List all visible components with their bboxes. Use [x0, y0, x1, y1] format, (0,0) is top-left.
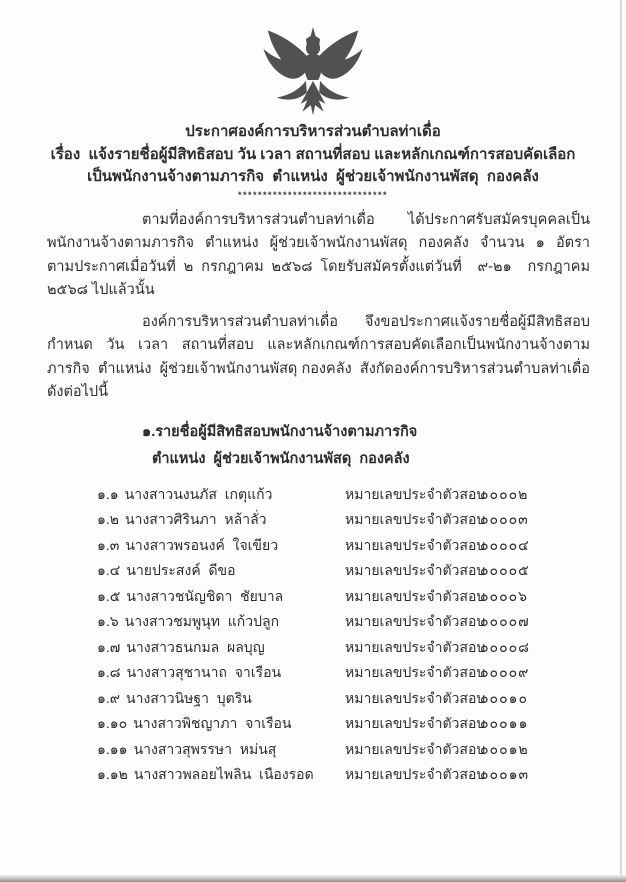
applicant-row: [47, 535, 590, 561]
applicant-number: ๑.๑๒: [97, 766, 128, 782]
exam-number-label: หมายเลขประจำตัวสอบ: [345, 613, 486, 629]
exam-number-value: ๐๐๐๐๒: [480, 485, 529, 502]
applicant-name: นางสาวพรอนงค์ ใจเขียว: [125, 536, 279, 553]
applicant-number: ๑.๑๐: [97, 715, 128, 731]
applicant-row: [47, 611, 590, 637]
applicant-number: ๑.๒: [97, 511, 120, 527]
applicant-number: ๑.๑๑: [97, 740, 128, 757]
applicant-row: [47, 637, 590, 663]
applicant-number: ๑.๙: [97, 689, 121, 706]
exam-number-label: หมายเลขประจำตัวสอบ: [345, 485, 486, 502]
applicant-row: [47, 662, 590, 688]
paragraph-announcement: องค์การบริหารส่วนตำบลท่าเดื่อ จึงขอประกาศแจ้งรายชื่อผู้มีสิทธิสอบ กำหนด วัน เวลา สถานที่สอบ และหลักเกณฑ์การสอบคัดเลือกเป็นพนักงานจ้างตามภารกิจ ตำแหน่ง ผู้ช่วยเจ้าพนักงานพัสดุ กองคลัง สังกัดองค์การบริหารส่วนตำบลท่าเดื่อ ดังต่อไปนี้: [47, 313, 599, 400]
applicant-name: นางสาวสุพรรษา หม่นสุ: [133, 740, 277, 757]
applicant-name: นางสาวศิรินภา หล้าลั่ว: [125, 511, 267, 527]
announcement-position-line: เป็นพนักงานจ้างตามภารกิจ ตำแหน่ง ผู้ช่วยเจ้าพนักงานพัสดุ กองคลัง: [87, 168, 539, 185]
applicant-row: [47, 739, 590, 765]
exam-number-label: หมายเลขประจำตัวสอบ: [345, 664, 486, 680]
exam-number-value: ๐๐๐๐๓: [480, 511, 529, 527]
applicant-row: [47, 484, 590, 510]
applicant-number: ๑.๖: [97, 613, 119, 629]
exam-number-label: หมายเลขประจำตัวสอบ: [345, 511, 486, 527]
applicant-number: ๑.๓: [97, 536, 120, 553]
applicant-number: ๑.๕: [97, 587, 121, 604]
applicant-name: นางสาวชนัญชิดา ชัยบาล: [126, 587, 284, 604]
exam-number-value: ๐๐๐๐๘: [480, 638, 530, 655]
applicant-name: นางสาวพิชญาภา จาเรือน: [133, 715, 292, 731]
exam-number-label: หมายเลขประจำตัวสอบ: [345, 536, 486, 553]
announcement-subject-line: เรื่อง แจ้งรายชื่อผู้มีสิทธิสอบ วัน เวลา สถานที่สอบ และหลักเกณฑ์การสอบคัดเลือก: [50, 145, 576, 163]
document-body: [0, 209, 626, 790]
exam-number-value: ๐๐๐๑๓: [480, 766, 530, 782]
exam-number-label: หมายเลขประจำตัวสอบ: [345, 562, 486, 578]
exam-number-label: หมายเลขประจำตัวสอบ: [345, 715, 486, 731]
exam-number-value: ๐๐๐๐๖: [480, 587, 529, 604]
applicant-row: [47, 764, 590, 790]
applicant-row: [47, 509, 590, 535]
applicant-row: [47, 688, 590, 714]
applicant-name: นางสาวนิษฐา บุตริน: [126, 689, 252, 706]
scan-edge-bottom: [0, 875, 626, 882]
applicant-number: ๑.๘: [97, 664, 121, 680]
exam-number-value: ๐๐๐๐๔: [480, 536, 530, 553]
applicant-number: ๑.๗: [97, 638, 121, 655]
section-1-heading: ๑.รายชื่อผู้มีสิทธิสอบพนักงานจ้างตามภารกิจ: [142, 423, 418, 440]
document-title-block: [0, 121, 626, 201]
scan-edge-right: [620, 0, 622, 882]
exam-number-value: ๐๐๐๐๗: [480, 613, 530, 629]
asterisk-separator: ******************************: [237, 189, 389, 200]
applicant-row: [47, 586, 590, 612]
applicant-row: [47, 713, 590, 739]
exam-number-value: ๐๐๐๑๒: [480, 740, 529, 757]
applicant-list: [47, 484, 590, 790]
applicant-name: นางสาวสุชานาถ จาเรือน: [126, 664, 282, 680]
section-1-subheading: ตำแหน่ง ผู้ช่วยเจ้าพนักงานพัสดุ กองคลัง: [152, 450, 410, 467]
applicant-name: นางสาวนงนภัส เกตุแก้ว: [124, 485, 273, 502]
exam-number-label: หมายเลขประจำตัวสอบ: [345, 740, 486, 757]
announcement-org-title: ประกาศองค์การบริหารส่วนตำบลท่าเดื่อ: [185, 123, 441, 140]
exam-number-value: ๐๐๐๑๑: [480, 715, 529, 731]
exam-number-value: ๐๐๐๑๐: [480, 689, 529, 706]
exam-number-label: หมายเลขประจำตัวสอบ: [345, 638, 486, 655]
exam-number-label: หมายเลขประจำตัวสอบ: [345, 689, 486, 706]
applicant-row: [47, 560, 590, 586]
exam-number-value: ๐๐๐๐๙: [480, 664, 530, 680]
paragraph-background: ตามที่องค์การบริหารส่วนตำบลท่าเดื่อ ได้ประกาศรับสมัครบุคคลเป็นพนักงานจ้างตามภารกิจ ตำแหน่ง ผู้ช่วยเจ้าพนักงานพัสดุ กองคลัง จำนวน ๑ อัตรา ตามประกาศเมื่อวันที่ ๒ กรกฎาคม ๒๕๖๘ โดยรับสมัครตั้งแต่วันที่ ๙-๒๑ กรกฎาคม ๒๕๖๘ ไปแล้วนั้น: [47, 211, 599, 298]
applicant-name: นางสาวพลอยไพลิน เนืองรอด: [133, 766, 314, 782]
applicant-name: นางสาวธนกมล ผลบุญ: [126, 638, 265, 655]
applicant-number: ๑.๑: [97, 485, 119, 502]
applicant-name: นางสาวชมพูนุท แก้วปลูก: [124, 613, 280, 629]
exam-number-value: ๐๐๐๐๕: [480, 562, 530, 578]
exam-number-label: หมายเลขประจำตัวสอบ: [345, 587, 486, 604]
applicant-name: นายประสงค์ ดีขอ: [126, 562, 236, 578]
applicant-number: ๑.๔: [97, 562, 121, 578]
exam-number-label: หมายเลขประจำตัวสอบ: [345, 766, 486, 782]
garuda-emblem-icon: [259, 26, 367, 118]
